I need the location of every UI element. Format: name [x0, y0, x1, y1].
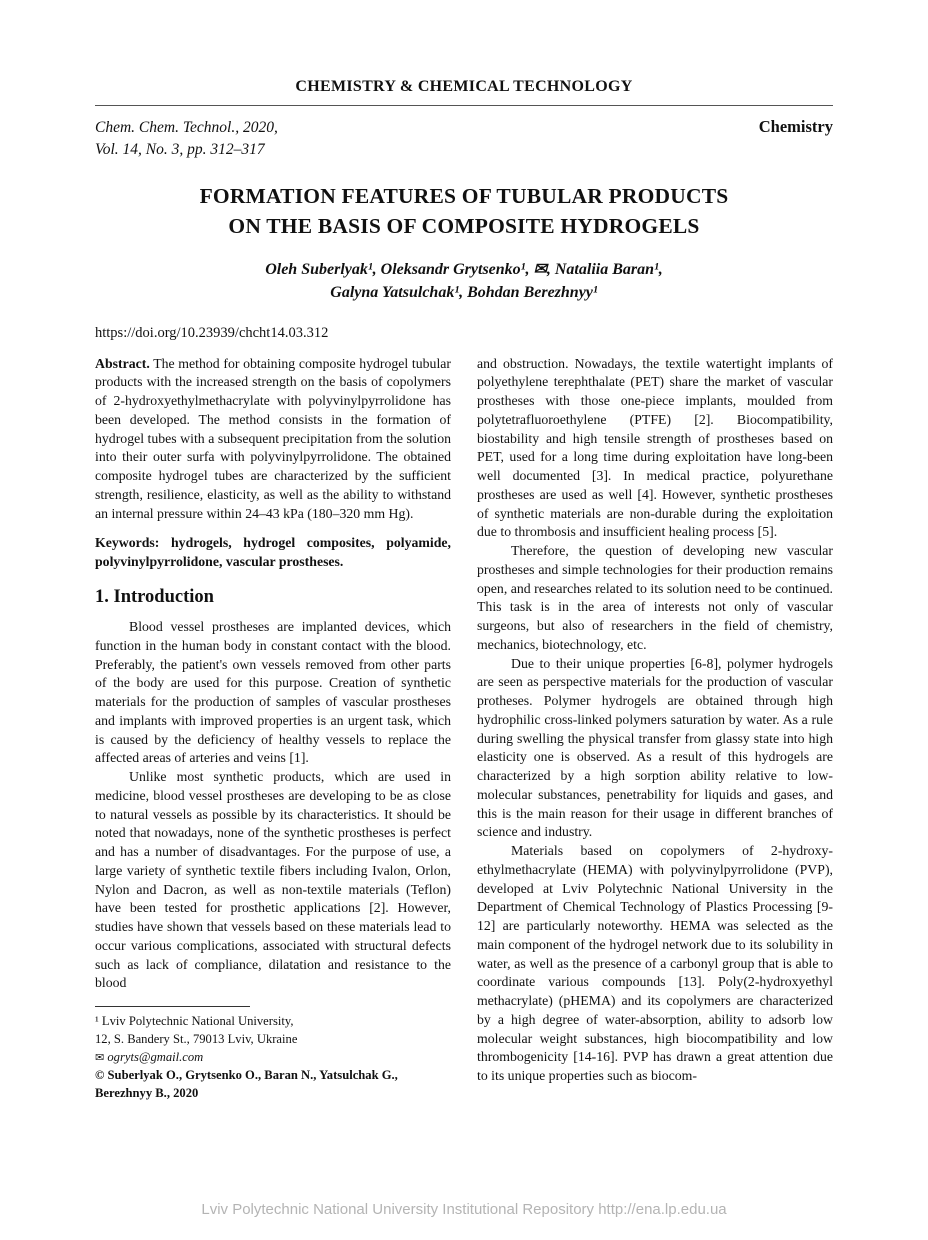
right-paragraph-2: Therefore, the question of developing new vascular prostheses and simple technologies for their production remains open, and researches related to its solution need to be continued. This task is in the area of interests not only of vascular surgeons, but also of researchers in the field of chemistry, mechanics, biotechnology, etc.: [477, 543, 833, 652]
article-title-line-2: ON THE BASIS OF COMPOSITE HYDROGELS: [228, 213, 700, 238]
abstract-paragraph: [95, 355, 451, 524]
footnote-affiliation-line-1: ¹ Lviv Polytechnic National University,: [95, 1014, 294, 1029]
footnote-copyright: © Suberlyak O., Grytsenko O., Baran N., Yatsulchak G., Berezhnyy B., 2020: [95, 1067, 398, 1100]
keywords-paragraph: [95, 534, 451, 572]
authors-line-2: Galyna Yatsulchak¹, Bohdan Berezhnyy¹: [330, 284, 598, 302]
journal-section-label: Chemistry: [758, 117, 833, 136]
envelope-icon: ✉: [95, 1051, 105, 1064]
citation-line-2: Vol. 14, No. 3, pp. 312–317: [95, 141, 265, 159]
abstract-label: Abstract.: [95, 355, 150, 371]
article-title-line-1: FORMATION FEATURES OF TUBULAR PRODUCTS: [199, 183, 729, 208]
citation-block: [95, 117, 278, 162]
citation-row: [95, 117, 833, 162]
section-heading-introduction: 1. Introduction: [95, 586, 214, 607]
footnote-block: [95, 1006, 451, 1102]
authors-line-1: Oleh Suberlyak¹, Oleksandr Grytsenko¹, ✉, Nataliia Baran¹,: [265, 261, 663, 279]
repository-footer: Lviv Polytechnic National University Institutional Repository http://ena.lp.edu.ua: [201, 1201, 727, 1218]
right-paragraph-1: and obstruction. Nowadays, the textile watertight implants of polyethylene terephthalate (PET) share the market of vascular prostheses with those one-piece implants, moulded from polytetrafluoroethylene (PTFE) [2]. Biocompatibility, biostability and high tensile strength of prostheses based on PET, used for a long time during exploitation have long-been well documented [3]. In medical practice, polyurethane prostheses are used as well [4]. However, synthetic prostheses of synthetic materials are non-durable during the exploitation due to thrombosis and insufficient healing process [5].: [477, 355, 833, 540]
abstract-text: The method for obtaining composite hydrogel tubular products with the increased strength on the basis of copolymers of 2-hydroxyethylmethacrylate with polyvinylpyrrolidone has been developed. The method consists in the formation of hydrogel tubes with a subsequent precipitation from the solution into their outer surfa with polyvinylpyrrolidone. The obtained composite hydrogel tubes are characterized by the sufficient strength, resilience, elasticity, as well as the ability to withstand an internal pressure within 24–43 kPa (180–320 mm Hg).: [95, 355, 451, 521]
left-column: [95, 355, 451, 1103]
footnote-email-line: [95, 1049, 451, 1067]
right-paragraph-4: Materials based on copolymers of 2-hydroxy-ethylmethacrylate (HEMA) with polyvinylpyrrolidone (PVP), developed at Lviv Polytechnic National University in the Department of Chemical Technology of Plastics Processing [9-12] are particularly noteworthy. HEMA was selected as the main component of the hydrogel network due to its solubility in water, as well as the presence of a carbonyl group that is able to coordinate various compounds [13]. Poly(2-hydroxyethyl methacrylate) (pHEMA) and its copolymers are characterized by a high degree of water-absorption, ability to adsorb low molecular weight substances, high biocompatibility and low thrombogenicity [14-16]. PVP has drawn a great attention due to its unique properties such as biocom-: [477, 843, 833, 1084]
footnote-affiliation-line-2: 12, S. Bandery St., 79013 Lviv, Ukraine: [95, 1031, 298, 1046]
journal-header: CHEMISTRY & CHEMICAL TECHNOLOGY: [95, 78, 833, 106]
footnote-divider: [95, 1006, 250, 1007]
intro-paragraph-1: Blood vessel prostheses are implanted devices, which function in the human body in constant contact with the blood. Preferably, the patient's own vessels removed from other parts of the body are used for this purpose. Creation of synthetic materials for the production of samples of vascular prostheses and implants with improved properties is an urgent task, which is caused by the deficiency of healthy vessels to replace the affected areas of arteries and veins [1].: [95, 619, 451, 766]
keywords-text: : hydrogels, hydrogel composites, polyamide, polyvinylpyrrolidone, vascular prostheses.: [95, 535, 451, 570]
keywords-label: Keywords: [95, 535, 155, 551]
two-column-body: [95, 355, 833, 1103]
intro-paragraph-2: Unlike most synthetic products, which are used in medicine, blood vessel prostheses are developing to be as close to natural vessels as possible by its characteristics. It should be noted that nowadays, none of the synthetic prostheses is perfect and has a number of disadvantages. For the purpose of use, a large variety of synthetic textile fibers including Ivalon, Orlon, Nylon and Dacron, as well as non-textile materials (Teflon) have been tested for prosthetic applications [2]. However, studies have shown that vessels based on these materials lead to occur various complications, associated with structural defects such as lack of compliance, dilatation and resistance to the blood: [95, 769, 451, 991]
footnote-email: ogryts@gmail.com: [107, 1049, 204, 1064]
right-column: [477, 355, 833, 1103]
citation-line-1: Chem. Chem. Technol., 2020,: [95, 119, 278, 136]
right-paragraph-3: Due to their unique properties [6-8], polymer hydrogels are seen as perspective materials for the production of vascular protheses. Polymer hydrogels are obtained through high hydrophilic cross-linked polymers saturation by water. As a rule during swelling the physical transfer from glassy state into high elasticity one is observed. As a result of this hydrogels are characterized by a high sorption ability relative to low-molecular substances, penetrability for liquids and gases, and this is the main reason for their usage in different branches of science and industry.: [477, 655, 833, 840]
authors-block: [95, 258, 833, 304]
article-title: [95, 182, 833, 241]
doi-text: https://doi.org/10.23939/chcht14.03.312: [95, 324, 329, 341]
